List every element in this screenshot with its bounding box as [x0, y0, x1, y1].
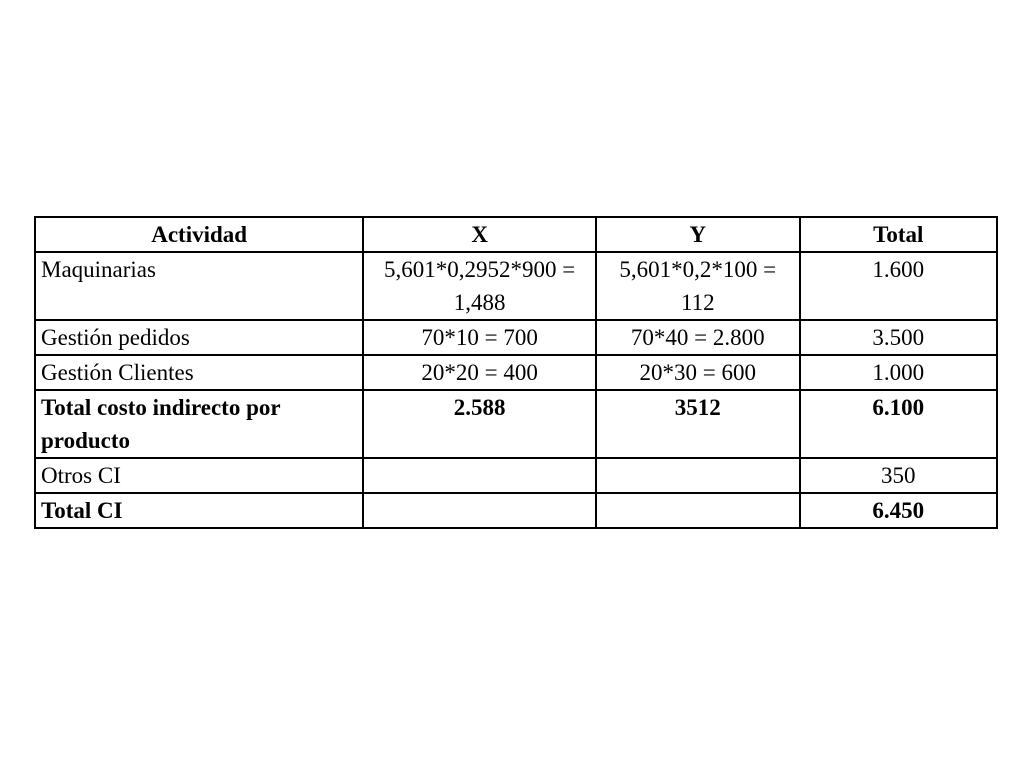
- cell-x: [363, 458, 596, 493]
- cell-total: 350: [800, 458, 997, 493]
- cell-total: 1.000: [800, 355, 997, 390]
- table-header-row: [35, 217, 997, 252]
- cell-actividad: Otros CI: [35, 458, 363, 493]
- cell-actividad: Gestión Clientes: [35, 355, 363, 390]
- table-row-total-costo-indirecto: [35, 390, 997, 458]
- cell-total: 3.500: [800, 320, 997, 355]
- cell-x: 70*10 = 700: [363, 320, 596, 355]
- header-x: X: [363, 217, 596, 252]
- table-row-maquinarias: [35, 252, 997, 320]
- cost-table: [34, 216, 998, 529]
- cell-x: 5,601*0,2952*900 = 1,488: [363, 252, 596, 320]
- cell-y: [596, 458, 800, 493]
- cell-x: 2.588: [363, 390, 596, 458]
- cell-total: 6.450: [800, 493, 997, 528]
- header-y: Y: [596, 217, 800, 252]
- table-row-gestion-clientes: [35, 355, 997, 390]
- cell-actividad: Total CI: [35, 493, 363, 528]
- cell-y: [596, 493, 800, 528]
- cell-x: [363, 493, 596, 528]
- cell-actividad: Gestión pedidos: [35, 320, 363, 355]
- table-row-total-ci: [35, 493, 997, 528]
- cell-y: 3512: [596, 390, 800, 458]
- cell-y: 5,601*0,2*100 = 112: [596, 252, 800, 320]
- cell-actividad: Maquinarias: [35, 252, 363, 320]
- table-row-gestion-pedidos: [35, 320, 997, 355]
- cell-y: 20*30 = 600: [596, 355, 800, 390]
- header-total: Total: [800, 217, 997, 252]
- cell-total: 1.600: [800, 252, 997, 320]
- cell-actividad: Total costo indirecto por producto: [35, 390, 363, 458]
- header-actividad: Actividad: [35, 217, 363, 252]
- cell-y: 70*40 = 2.800: [596, 320, 800, 355]
- table-row-otros-ci: [35, 458, 997, 493]
- cell-total: 6.100: [800, 390, 997, 458]
- cell-x: 20*20 = 400: [363, 355, 596, 390]
